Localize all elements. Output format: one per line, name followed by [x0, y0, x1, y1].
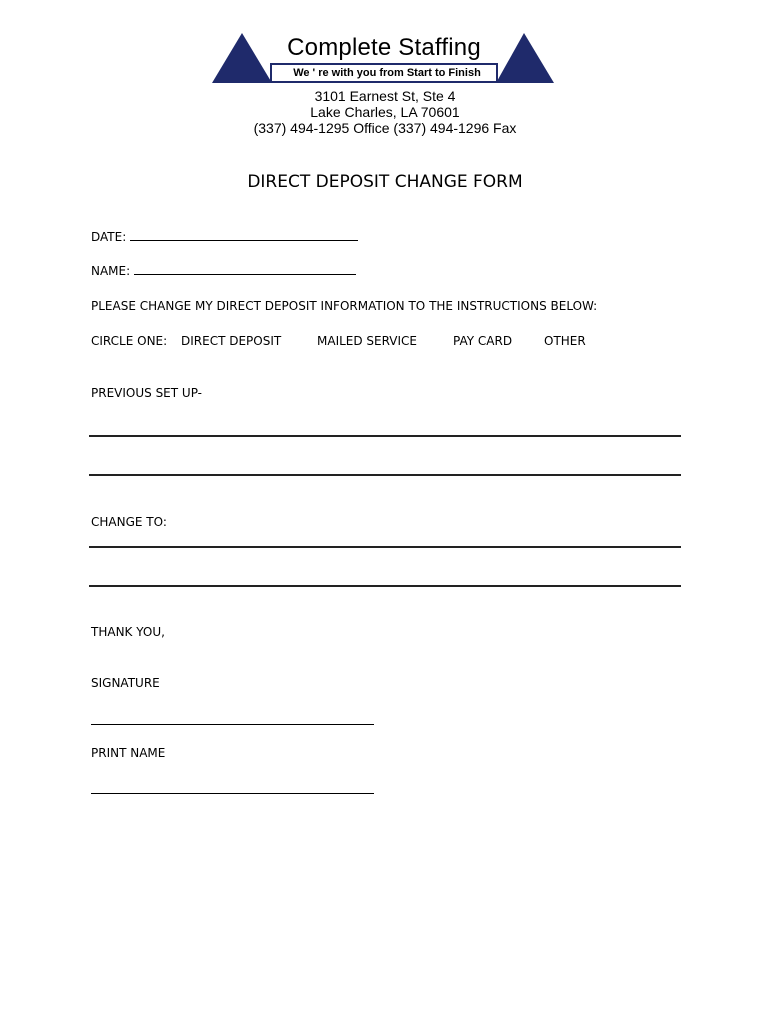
signature-label: SIGNATURE [91, 676, 160, 690]
name-field[interactable] [134, 263, 356, 275]
logo-tagline: We ' re with you from Start to Finish [293, 67, 481, 79]
print-name-label: PRINT NAME [91, 746, 166, 760]
previous-setup-line-2[interactable] [89, 474, 681, 476]
previous-setup-line-1[interactable] [89, 435, 681, 437]
date-row [91, 229, 358, 245]
name-row [91, 263, 356, 279]
logo-left-triangle [212, 33, 272, 83]
instruction-text: PLEASE CHANGE MY DIRECT DEPOSIT INFORMATION TO THE INSTRUCTIONS BELOW: [91, 299, 598, 313]
logo-right-triangle [496, 33, 554, 83]
date-field[interactable] [130, 229, 358, 241]
option-pay-card[interactable]: PAY CARD [453, 334, 513, 348]
option-direct-deposit[interactable]: DIRECT DEPOSIT [181, 334, 282, 348]
print-name-line[interactable] [91, 793, 374, 794]
form-title: DIRECT DEPOSIT CHANGE FORM [247, 172, 523, 192]
phone-fax: (337) 494-1295 Office (337) 494-1296 Fax [253, 120, 517, 136]
thank-you-text: THANK YOU, [91, 625, 165, 639]
address-street: 3101 Earnest St, Ste 4 [314, 88, 456, 104]
change-to-label: CHANGE TO: [91, 515, 167, 529]
logo-company-name: Complete Staffing [287, 34, 481, 61]
name-label: NAME: [91, 264, 131, 278]
company-logo [212, 33, 556, 85]
option-other[interactable]: OTHER [544, 334, 586, 348]
date-label: DATE: [91, 230, 127, 244]
option-mailed-service[interactable]: MAILED SERVICE [317, 334, 418, 348]
change-to-line-2[interactable] [89, 585, 681, 587]
change-to-line-1[interactable] [89, 546, 681, 548]
previous-setup-label: PREVIOUS SET UP- [91, 386, 202, 400]
address-city: Lake Charles, LA 70601 [310, 104, 460, 120]
circle-one-label: CIRCLE ONE: [91, 334, 168, 348]
signature-line[interactable] [91, 724, 374, 725]
